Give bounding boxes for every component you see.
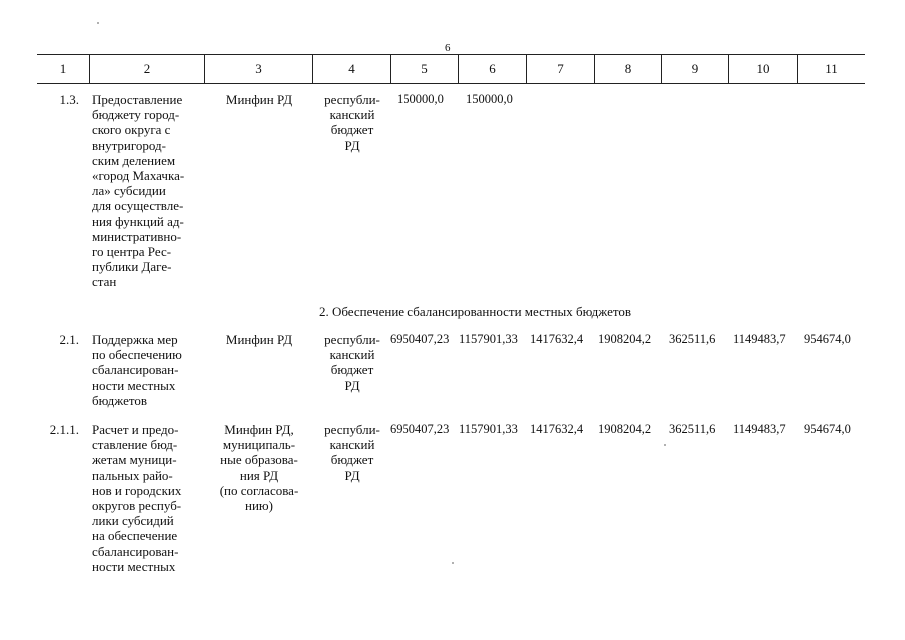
- row-description: Расчет и предо- ставление бюд- жетам муници- пальных райо- нов и городских округов респуб- лики субсидий на обеспечение сбалансирован- ности местных: [92, 422, 182, 574]
- row-value-col9: 362511,6: [669, 332, 716, 346]
- column-header-5: 5: [390, 55, 458, 83]
- row-value-col5: 150000,0: [397, 92, 444, 106]
- column-header-1: 1: [59, 61, 67, 76]
- row-funding-source: республи- канский бюджет РД: [324, 422, 380, 483]
- column-header-9: 9: [661, 55, 728, 83]
- column-header-6: 6: [458, 55, 526, 83]
- row-value-col6: 1157901,33: [459, 332, 518, 346]
- page-number: 6: [445, 42, 451, 54]
- column-header-3: 3: [204, 55, 312, 83]
- row-value-col5: 6950407,23: [390, 422, 450, 436]
- row-value-col6: 1157901,33: [459, 422, 518, 436]
- row-code: 1.3.: [59, 92, 79, 107]
- row-value-col10: 1149483,7: [733, 422, 786, 436]
- section-title: 2. Обеспечение сбалансированности местных бюджетов: [318, 304, 632, 319]
- row-executor: Минфин РД: [225, 92, 293, 107]
- scan-speck: [664, 444, 666, 446]
- row-description: Поддержка мер по обеспечению сбалансирован- ности местных бюджетов: [92, 332, 182, 408]
- row-value-col9: 362511,6: [669, 422, 716, 436]
- column-header-11: 11: [797, 55, 865, 83]
- row-value-col8: 1908204,2: [598, 422, 652, 436]
- row-value-col8: 1908204,2: [598, 332, 652, 346]
- row-value-col10: 1149483,7: [733, 332, 786, 346]
- column-header-8: 8: [594, 55, 661, 83]
- row-executor: Минфин РД, муниципаль- ные образова- ния РД (по согласова- нию): [219, 422, 299, 514]
- row-value-col7: 1417632,4: [530, 422, 584, 436]
- column-header-4: 4: [312, 55, 390, 83]
- table-header-row: [37, 54, 865, 84]
- row-value-col7: 1417632,4: [530, 332, 584, 346]
- column-header-2: 2: [89, 55, 204, 83]
- row-description: Предоставление бюджету город- ского округа с внутригород- ским делением «город Махачка- ла» субсидии для осуществле- ния функций ад- министративно- го центра Рес- публики Даге- стан: [92, 92, 185, 290]
- row-value-col5: 6950407,23: [390, 332, 450, 346]
- scan-speck: [452, 562, 454, 564]
- row-code: 2.1.1.: [49, 422, 79, 437]
- row-executor: Минфин РД: [225, 332, 293, 347]
- scan-speck: [97, 22, 99, 24]
- column-header-10: 10: [728, 55, 797, 83]
- row-funding-source: республи- канский бюджет РД: [324, 332, 380, 393]
- row-value-col6: 150000,0: [466, 92, 513, 106]
- row-value-col11: 954674,0: [804, 422, 851, 436]
- row-code: 2.1.: [59, 332, 79, 347]
- row-value-col11: 954674,0: [804, 332, 851, 346]
- column-header-7: 7: [526, 55, 594, 83]
- row-funding-source: республи- канский бюджет РД: [324, 92, 380, 153]
